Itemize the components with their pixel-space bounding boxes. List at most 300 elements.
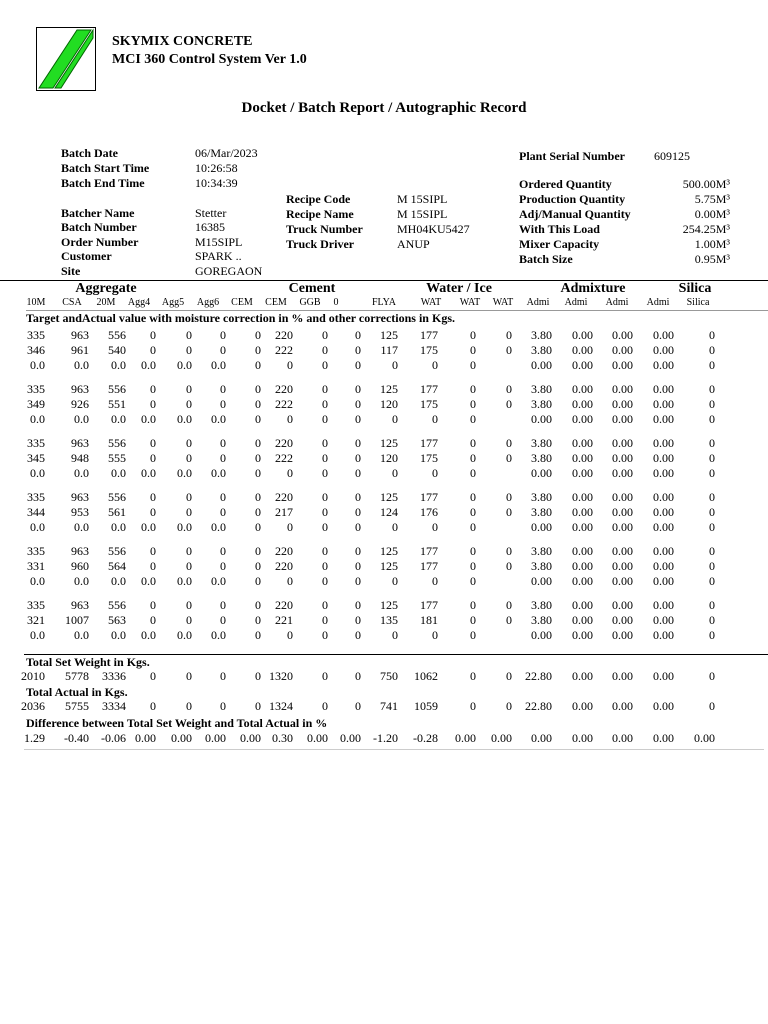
table-cell: 0.0 [74, 412, 89, 426]
table-cell: 0 [220, 397, 226, 411]
table-cell: 125 [380, 544, 398, 558]
table-cell: 0 [255, 598, 261, 612]
table-cell: 0.00 [340, 731, 361, 745]
table-cell: 0 [392, 574, 398, 588]
table-cell: 3.80 [531, 559, 552, 573]
table-cell: 220 [275, 328, 293, 342]
table-cell: 0 [470, 699, 476, 713]
table-cell: 0.00 [531, 466, 552, 480]
table-cell: 0 [255, 358, 261, 372]
table-cell: 0.00 [653, 598, 674, 612]
table-cell: 0 [470, 466, 476, 480]
table-cell: 120 [380, 451, 398, 465]
table-cell: 0.00 [612, 343, 633, 357]
table-cell: 0.00 [653, 699, 674, 713]
table-cell: 0.00 [572, 598, 593, 612]
info-value: SPARK .. [195, 249, 242, 263]
table-cell: 0.00 [612, 544, 633, 558]
group-header: Silica [678, 281, 712, 296]
table-cell: 0.00 [171, 731, 192, 745]
table-cell: 0.00 [205, 731, 226, 745]
table-cell: 0 [220, 382, 226, 396]
table-cell: 0 [470, 490, 476, 504]
table-cell: 0.00 [612, 731, 633, 745]
table-cell: 0 [355, 436, 361, 450]
table-cell: 0.00 [572, 559, 593, 573]
table-cell: 556 [108, 382, 126, 396]
table-cell: 0 [255, 699, 261, 713]
column-header: WAT [459, 297, 481, 308]
info-value: MH04KU5427 [397, 222, 470, 236]
table-cell: 0.0 [74, 628, 89, 642]
table-cell: 220 [275, 490, 293, 504]
table-cell: 2010 [21, 669, 45, 683]
table-cell: 0 [322, 358, 328, 372]
table-cell: 0.00 [653, 505, 674, 519]
table-cell: 0.00 [572, 328, 593, 342]
totals-label: Total Set Weight in Kgs. [26, 655, 150, 669]
group-header: Water / Ice [426, 281, 492, 296]
plant-serial-label: Plant Serial Number [519, 149, 625, 163]
table-cell: 220 [275, 382, 293, 396]
info-label: Mixer Capacity [519, 237, 600, 251]
info-value: GOREGAON [195, 264, 263, 278]
table-cell: 0 [150, 699, 156, 713]
table-cell: 0 [470, 544, 476, 558]
table-cell: 0.00 [653, 544, 674, 558]
green-stripes-logo-icon [37, 28, 95, 90]
table-cell: 0 [355, 466, 361, 480]
table-cell: 0 [186, 490, 192, 504]
table-cell: 0.00 [491, 731, 512, 745]
table-cell: 0.0 [111, 358, 126, 372]
table-cell: 3.80 [531, 328, 552, 342]
table-cell: 0 [355, 544, 361, 558]
table-cell: 1.29 [24, 731, 45, 745]
table-cell: 335 [27, 490, 45, 504]
table-cell: 0 [287, 466, 293, 480]
table-cell: -0.06 [101, 731, 126, 745]
table-cell: 3.80 [531, 451, 552, 465]
table-cell: 0 [709, 451, 715, 465]
table-cell: 963 [71, 598, 89, 612]
table-cell: 0 [470, 505, 476, 519]
table-cell: 0 [355, 613, 361, 627]
table-cell: 335 [27, 544, 45, 558]
table-cell: 220 [275, 544, 293, 558]
info-value: 10:26:58 [195, 161, 238, 175]
table-cell: 0 [255, 490, 261, 504]
table-cell: 0 [255, 466, 261, 480]
company-logo [36, 27, 96, 91]
table-cell: 117 [380, 343, 398, 357]
table-cell: 563 [108, 613, 126, 627]
table-cell: 0.00 [572, 358, 593, 372]
table-cell: 0 [432, 520, 438, 534]
info-label: Batch End Time [61, 176, 145, 190]
table-cell: 0 [186, 544, 192, 558]
table-cell: 0 [186, 699, 192, 713]
table-cell: 0 [355, 598, 361, 612]
table-cell: 0.00 [612, 699, 633, 713]
table-cell: 0 [709, 490, 715, 504]
table-cell: 0 [186, 328, 192, 342]
table-cell: 3.80 [531, 613, 552, 627]
table-cell: 0.00 [531, 358, 552, 372]
info-label: Customer [61, 249, 112, 263]
table-cell: 177 [420, 544, 438, 558]
table-cell: 0 [220, 505, 226, 519]
table-cell: -0.40 [64, 731, 89, 745]
table-cell: 3334 [102, 699, 126, 713]
table-cell: 0 [322, 328, 328, 342]
table-cell: 0.00 [572, 343, 593, 357]
column-header: Silica [686, 297, 710, 308]
table-cell: 0.00 [531, 520, 552, 534]
table-cell: 0.00 [612, 598, 633, 612]
table-cell: 176 [420, 505, 438, 519]
table-cell: 926 [71, 397, 89, 411]
table-cell: 0 [150, 613, 156, 627]
table-cell: 0.0 [74, 520, 89, 534]
table-cell: 3.80 [531, 343, 552, 357]
table-cell: 0 [432, 466, 438, 480]
table-cell: 0.00 [531, 731, 552, 745]
table-cell: 0 [186, 613, 192, 627]
info-value: 1.00M³ [694, 237, 730, 251]
table-cell: 0.00 [531, 574, 552, 588]
table-cell: 0 [287, 520, 293, 534]
info-value: 16385 [195, 220, 225, 234]
company-name: SKYMIX CONCRETE [112, 34, 253, 49]
table-cell: 0.00 [653, 613, 674, 627]
table-cell: -0.28 [413, 731, 438, 745]
table-cell: 345 [27, 451, 45, 465]
table-cell: 0 [709, 505, 715, 519]
table-cell: 963 [71, 544, 89, 558]
table-cell: 0.0 [177, 412, 192, 426]
table-cell: 22.80 [525, 669, 552, 683]
info-value: 10:34:39 [195, 176, 238, 190]
info-label: Batch Number [61, 220, 137, 234]
table-cell: 0 [220, 699, 226, 713]
table-cell: 0 [709, 412, 715, 426]
table-cell: 0.0 [141, 466, 156, 480]
table-cell: 0.00 [240, 731, 261, 745]
table-cell: 0 [322, 466, 328, 480]
column-header: 20M [96, 297, 116, 308]
table-cell: 0 [355, 412, 361, 426]
table-cell: 0 [355, 628, 361, 642]
table-cell: 0 [150, 598, 156, 612]
info-value: ANUP [397, 237, 430, 251]
table-cell: 556 [108, 598, 126, 612]
table-cell: 0.00 [612, 520, 633, 534]
table-cell: 0.0 [111, 412, 126, 426]
table-cell: 0 [255, 520, 261, 534]
table-cell: 125 [380, 436, 398, 450]
table-cell: 0 [220, 451, 226, 465]
table-cell: 177 [420, 436, 438, 450]
table-cell: 0.00 [612, 613, 633, 627]
table-cell: 0 [470, 436, 476, 450]
table-cell: 0 [255, 451, 261, 465]
table-cell: 0.0 [211, 466, 226, 480]
table-cell: 0.0 [74, 574, 89, 588]
table-cell: 0 [322, 574, 328, 588]
table-cell: 0.00 [653, 559, 674, 573]
table-cell: 0 [432, 412, 438, 426]
table-cell: 0 [322, 669, 328, 683]
table-cell: 0 [506, 544, 512, 558]
column-header: Admi [646, 297, 670, 308]
table-cell: 0 [355, 382, 361, 396]
table-cell: 5778 [65, 669, 89, 683]
table-cell: 0 [255, 382, 261, 396]
table-cell: 0 [506, 613, 512, 627]
table-cell: 3.80 [531, 436, 552, 450]
table-cell: 0 [150, 436, 156, 450]
table-cell: 3.80 [531, 544, 552, 558]
table-cell: 220 [275, 598, 293, 612]
table-cell: 125 [380, 598, 398, 612]
info-label: Site [61, 264, 81, 278]
table-cell: 0 [470, 328, 476, 342]
bottom-rule [24, 749, 764, 750]
table-cell: 0 [150, 343, 156, 357]
table-cell: 0 [355, 505, 361, 519]
table-cell: 0 [709, 559, 715, 573]
totals-label: Difference between Total Set Weight and Total Actual in % [26, 716, 328, 730]
table-cell: 0 [355, 451, 361, 465]
table-cell: 0.0 [211, 574, 226, 588]
info-label: Recipe Code [286, 192, 351, 206]
table-cell: 0 [255, 397, 261, 411]
info-value: 0.95M³ [694, 252, 730, 266]
table-cell: 0 [150, 397, 156, 411]
table-cell: 0 [287, 628, 293, 642]
table-cell: 0 [186, 669, 192, 683]
table-cell: 556 [108, 544, 126, 558]
info-value: M 15SIPL [397, 192, 448, 206]
table-cell: 0.0 [141, 358, 156, 372]
table-cell: 177 [420, 490, 438, 504]
table-cell: 0.00 [612, 669, 633, 683]
table-cell: 0 [392, 520, 398, 534]
table-cell: 0.00 [653, 490, 674, 504]
table-cell: 0 [709, 358, 715, 372]
table-cell: 0.0 [141, 628, 156, 642]
table-cell: 0.00 [653, 466, 674, 480]
table-cell: 0 [322, 559, 328, 573]
table-cell: 0.00 [653, 669, 674, 683]
table-cell: 0 [255, 613, 261, 627]
section-title: Target andActual value with moisture correction in % and other corrections in Kgs. [26, 311, 455, 325]
table-cell: 0.0 [30, 628, 45, 642]
table-cell: 0 [322, 451, 328, 465]
table-cell: 0 [506, 699, 512, 713]
table-cell: 3.80 [531, 598, 552, 612]
table-cell: 0.00 [572, 466, 593, 480]
table-cell: 0 [186, 505, 192, 519]
table-cell: 0 [255, 559, 261, 573]
column-header: Admi [605, 297, 629, 308]
table-cell: 222 [275, 451, 293, 465]
table-cell: 0 [709, 598, 715, 612]
table-cell: 0 [255, 412, 261, 426]
info-label: Production Quantity [519, 192, 626, 206]
column-header: WAT [420, 297, 442, 308]
column-header: CEM [265, 297, 287, 308]
table-cell: 948 [71, 451, 89, 465]
table-cell: 0.0 [111, 466, 126, 480]
table-cell: 0 [150, 490, 156, 504]
table-cell: 1007 [65, 613, 89, 627]
table-cell: 22.80 [525, 699, 552, 713]
table-cell: 0.0 [111, 520, 126, 534]
table-cell: 0.0 [211, 412, 226, 426]
table-cell: 0 [322, 412, 328, 426]
table-cell: 0 [322, 490, 328, 504]
column-header: Agg6 [196, 297, 220, 308]
table-cell: 0.00 [572, 613, 593, 627]
table-cell: 0 [709, 466, 715, 480]
table-cell: 1320 [269, 669, 293, 683]
table-cell: 125 [380, 328, 398, 342]
table-cell: 0.00 [653, 328, 674, 342]
table-cell: 0 [392, 466, 398, 480]
table-cell: 0.0 [30, 412, 45, 426]
table-cell: 0.00 [653, 574, 674, 588]
table-cell: 0 [255, 343, 261, 357]
table-cell: 0 [220, 436, 226, 450]
table-cell: 0 [709, 544, 715, 558]
table-cell: 0.0 [141, 412, 156, 426]
table-cell: 0 [220, 613, 226, 627]
table-cell: 0 [355, 343, 361, 357]
section-rule [26, 310, 768, 311]
table-cell: 321 [27, 613, 45, 627]
table-cell: 0.00 [653, 520, 674, 534]
column-header: 10M [26, 297, 46, 308]
table-cell: 175 [420, 397, 438, 411]
table-cell: 0.0 [30, 520, 45, 534]
table-cell: 0 [470, 451, 476, 465]
plant-serial-value: 609125 [654, 149, 690, 163]
table-cell: 556 [108, 490, 126, 504]
table-cell: 0.0 [177, 358, 192, 372]
table-cell: 0.00 [612, 628, 633, 642]
table-cell: 0 [506, 343, 512, 357]
table-cell: 0 [392, 412, 398, 426]
table-cell: 556 [108, 436, 126, 450]
table-cell: 0.00 [612, 451, 633, 465]
table-cell: 0.30 [272, 731, 293, 745]
table-cell: 0 [709, 382, 715, 396]
table-cell: 551 [108, 397, 126, 411]
table-cell: 556 [108, 328, 126, 342]
table-cell: 0 [506, 598, 512, 612]
table-cell: 0.00 [572, 628, 593, 642]
table-cell: 953 [71, 505, 89, 519]
table-cell: 750 [380, 669, 398, 683]
table-cell: 0 [470, 598, 476, 612]
table-cell: 0.0 [30, 466, 45, 480]
table-cell: 0 [355, 559, 361, 573]
table-cell: 0 [150, 505, 156, 519]
table-cell: 0 [709, 613, 715, 627]
table-cell: 0 [709, 574, 715, 588]
table-cell: 0.0 [211, 358, 226, 372]
info-label: Batcher Name [61, 206, 135, 220]
info-value: 06/Mar/2023 [195, 146, 258, 160]
table-cell: 0.00 [653, 343, 674, 357]
table-cell: 0 [150, 451, 156, 465]
table-cell: 963 [71, 490, 89, 504]
table-cell: 0 [709, 699, 715, 713]
table-cell: 0.0 [74, 466, 89, 480]
table-cell: 0 [432, 574, 438, 588]
table-cell: 0 [322, 699, 328, 713]
info-value: 254.25M³ [682, 222, 730, 236]
column-header: FLYA [371, 297, 396, 308]
table-cell: 0 [709, 397, 715, 411]
table-cell: 0.00 [572, 731, 593, 745]
table-cell: 0.0 [177, 628, 192, 642]
table-cell: 0 [255, 669, 261, 683]
table-cell: 0 [506, 328, 512, 342]
table-cell: 0 [186, 436, 192, 450]
table-cell: 3.80 [531, 490, 552, 504]
table-cell: 0.0 [211, 520, 226, 534]
column-header: 0 [333, 297, 339, 308]
table-cell: 0 [355, 397, 361, 411]
table-cell: 0 [470, 669, 476, 683]
table-cell: 0 [322, 628, 328, 642]
table-cell: 561 [108, 505, 126, 519]
table-cell: 0.00 [572, 436, 593, 450]
table-cell: 0.0 [211, 628, 226, 642]
column-header: Agg5 [161, 297, 185, 308]
table-cell: 0 [470, 559, 476, 573]
table-cell: 0 [392, 358, 398, 372]
table-cell: 0 [322, 436, 328, 450]
table-cell: 0 [470, 613, 476, 627]
table-cell: 0 [470, 520, 476, 534]
table-cell: 0 [220, 669, 226, 683]
column-header: Admi [564, 297, 588, 308]
table-cell: 0 [287, 358, 293, 372]
table-cell: 0.0 [177, 574, 192, 588]
table-cell: 0 [470, 628, 476, 642]
column-header: Agg4 [127, 297, 151, 308]
table-cell: 0 [709, 669, 715, 683]
table-cell: 177 [420, 559, 438, 573]
table-cell: 0 [220, 559, 226, 573]
table-cell: 0 [709, 343, 715, 357]
table-cell: 1062 [414, 669, 438, 683]
table-cell: 344 [27, 505, 45, 519]
table-cell: 0 [186, 451, 192, 465]
table-cell: 0.00 [572, 382, 593, 396]
table-cell: 0 [255, 544, 261, 558]
column-header: CSA [62, 297, 82, 308]
table-cell: 125 [380, 490, 398, 504]
table-cell: 0.00 [653, 358, 674, 372]
table-cell: 177 [420, 328, 438, 342]
table-cell: 175 [420, 451, 438, 465]
table-cell: 0 [709, 328, 715, 342]
